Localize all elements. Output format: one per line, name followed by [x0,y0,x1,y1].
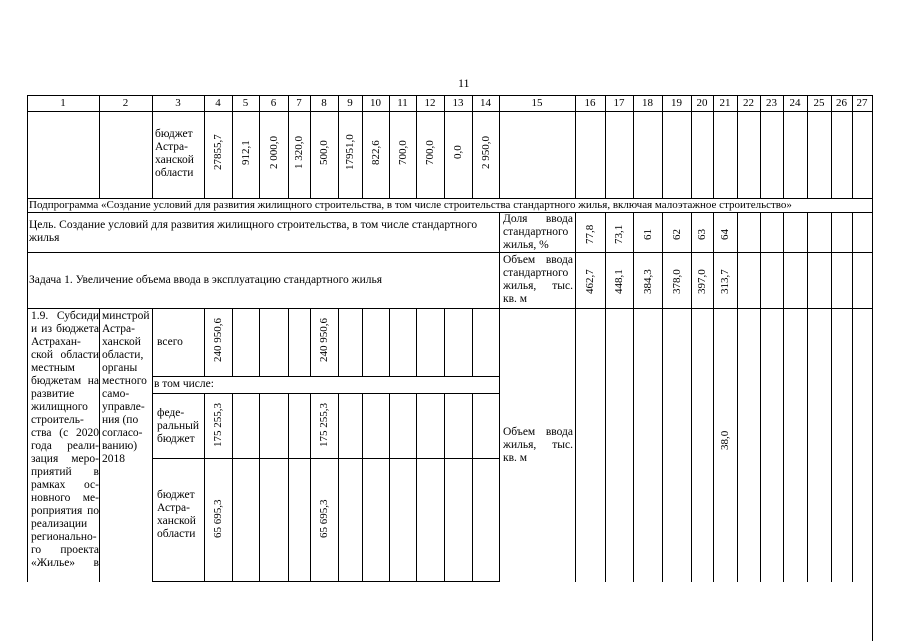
goal-text-line: жилья [29,232,60,244]
budget-value: 1 320,0 [293,135,305,169]
column-number: 22 [743,97,754,109]
budget-value: 700,0 [396,139,409,165]
column-number: 7 [296,97,302,109]
text-line: новного ме- [31,492,99,504]
budget-value: 2 950,0 [479,135,492,169]
goal-value: 62 [670,228,683,240]
measure-responsible [102,310,151,466]
column-number: 10 [370,97,381,109]
total-label: всего [157,336,183,348]
budget-value: 2 000,0 [267,135,280,169]
budget-source-label [155,128,203,180]
column-number: 24 [789,97,801,109]
text-line: строитель- [31,414,84,426]
column-number: 20 [696,97,708,109]
column-number: 23 [766,97,777,109]
text-line: области, [102,349,144,361]
budget-source-line: ханской [155,154,194,166]
task-value: 313,7 [719,268,731,294]
text-line: бюджетам на [31,375,99,387]
text-line: регионально- [31,531,97,543]
measure-indicator-line: жилья, тыс. [503,439,573,451]
text-line: реализации [31,518,88,530]
budget-value: 27855,7 [212,134,224,170]
budget-value: 0,0 [452,145,464,159]
text-line: 1.9. Субсиди [31,310,99,322]
goal-indicator [503,213,573,252]
regional-label-line: Астра- [157,502,190,514]
column-number: 19 [671,97,682,109]
federal-label-line: феде- [157,407,185,419]
text-line: приятий в [31,466,99,478]
column-number: 21 [719,97,731,109]
task-indicator-line: кв. м [503,293,528,305]
text-line: местного [102,375,147,387]
text-line: 2018 [102,453,125,465]
federal-value: 175 255,3 [212,403,224,447]
budget-source-line: Астра- [155,141,188,153]
task-value: 462,7 [584,268,596,294]
budget-source-line: области [155,167,194,179]
goal-value: 77,8 [584,224,596,244]
column-number: 27 [856,97,868,109]
measure-title [31,310,99,570]
page-number: 11 [458,76,470,90]
text-line: само- [102,388,130,400]
budget-value: 700,0 [424,139,436,165]
column-number: 8 [321,97,327,109]
subprogram-title: Подпрограмма «Создание условий для развития жилищного строительства, в том числе строительства стандартного жилья, включая малоэтажное строительство» [29,199,792,211]
federal-label-line: ральный [157,420,199,432]
regional-value: 65 695,3 [318,499,330,538]
text-line: ской области [31,349,99,361]
text-line: минстрой [102,310,150,322]
text-line: местным [31,362,75,374]
total-value: 240 950,6 [212,318,224,362]
goal-text [29,219,499,245]
text-line: ванию) [102,440,138,452]
text-line: жилищного [31,401,88,413]
budget-value: 912,1 [239,139,252,165]
text-line: зация меро- [31,453,99,465]
goal-value: 63 [696,228,708,240]
column-number: 16 [584,97,596,109]
goal-value: 73,1 [613,224,625,244]
measure-indicator-value: 38,0 [719,430,731,450]
federal-label [157,407,203,446]
goal-value: 64 [719,228,731,240]
total-value: 240 950,6 [318,318,330,362]
text-line: управле- [102,401,145,413]
column-number: 1 [60,97,66,109]
column-number: 3 [175,97,181,109]
regional-value: 65 695,3 [212,499,224,538]
measure-indicator-line: кв. м [503,452,528,464]
task-value: 384,3 [641,268,654,294]
task-indicator-line: Объем ввода [503,254,573,266]
column-number: 26 [836,97,847,109]
task-indicator-line: стандартного [503,267,569,279]
task-indicator-line: жилья, тыс. [503,280,573,292]
text-line: согласо- [102,427,143,439]
column-number: 15 [531,97,543,109]
text-line: органы [102,362,138,374]
regional-label-line: бюджет [157,489,195,501]
column-number: 25 [813,97,825,109]
column-number: 9 [347,97,353,109]
column-number: 12 [424,97,436,109]
text-line: ства (с 2020 [31,427,99,439]
column-number: 4 [215,97,221,109]
text-line: роприятия по [31,505,99,517]
text-line: ния (по [102,414,139,426]
task-value: 378,0 [670,268,683,294]
text-line: ханской [102,336,141,348]
column-number: 14 [480,97,491,109]
measure-indicator [503,426,573,465]
goal-indicator-line: стандартного [503,226,569,238]
including-label: в том числе: [154,378,214,390]
goal-text-line: Цель. Создание условий для развития жилищного строительства, в том числе стандартного [29,219,478,231]
measure-indicator-line: Объем ввода [503,426,573,438]
goal-indicator-line: Доля ввода [503,213,573,225]
goal-indicator-line: жилья, % [503,239,549,251]
column-number: 5 [242,97,249,109]
text-line: Астра- [102,323,135,335]
task-value: 397,0 [696,268,708,294]
column-number: 13 [452,97,464,109]
task-text: Задача 1. Увеличение объема ввода в эксплуатацию стандартного жилья [29,274,383,286]
federal-label-line: бюджет [157,433,195,445]
budget-value: 822,6 [369,139,382,165]
budget-value: 500,0 [318,139,330,165]
regional-label [157,489,203,541]
task-value: 448,1 [613,268,625,294]
federal-value: 175 255,3 [318,403,330,447]
column-number: 6 [270,97,277,109]
text-line: го проекта [31,544,99,556]
regional-label-line: ханской [157,515,196,527]
regional-label-line: области [157,528,196,540]
text-line: «Жилье» в [31,557,99,569]
task-indicator [503,254,573,306]
text-line: рамках ос- [31,479,99,491]
text-line: Астрахан- [31,336,81,348]
text-line: года реали- [31,440,99,452]
column-number: 2 [122,97,129,109]
text-line: развитие [31,388,75,400]
budget-source-line: бюджет [155,128,193,140]
column-number: 11 [397,97,408,109]
goal-value: 61 [641,228,654,240]
budget-value: 17951,0 [344,134,356,170]
column-number: 17 [613,97,625,109]
column-number: 18 [642,97,653,109]
text-line: и из бюджета [31,323,99,335]
